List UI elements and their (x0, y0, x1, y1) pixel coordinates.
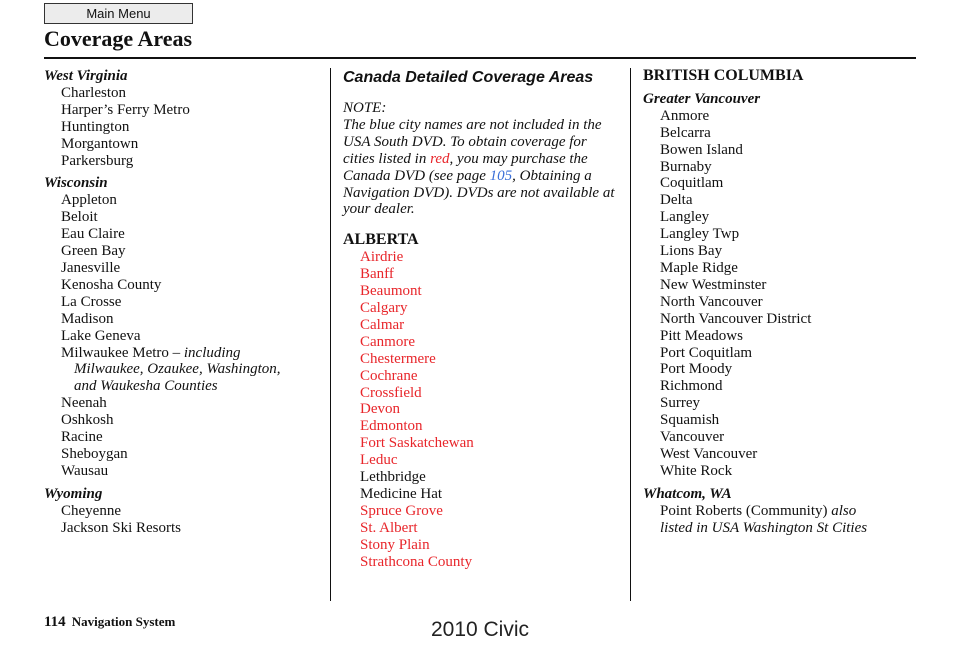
note-part: The blue city names are not included in the USA South DVD. To obtain coverage for cities listed in (343, 116, 602, 167)
point-roberts-note-line: listed in USA Washington St Cities (660, 519, 868, 536)
footer-section: Navigation System (71, 614, 176, 629)
city-item: Maple Ridge (660, 259, 738, 276)
alberta-city-list (343, 249, 621, 570)
city-item: Strathcona County (360, 553, 473, 570)
city-item: Cochrane (360, 367, 418, 384)
city-item: Janesville (61, 259, 121, 276)
city-item: Calgary (360, 299, 408, 316)
city-item: North Vancouver (660, 293, 763, 310)
city-item: Charleston (61, 84, 126, 101)
milwaukee-counties-line: Milwaukee, Ozaukee, Washington, (74, 361, 281, 378)
city-item: Langley (660, 209, 710, 226)
city-item: Airdrie (360, 249, 404, 266)
milwaukee-name: Milwaukee Metro – (61, 344, 184, 361)
city-item: Leduc (360, 452, 398, 469)
city-item: Kenosha County (61, 276, 162, 293)
city-item: Bowen Island (660, 141, 743, 158)
city-item: Wausau (61, 462, 109, 479)
city-item: Lions Bay (660, 243, 723, 260)
city-item: St. Albert (360, 519, 418, 536)
city-item: Belcarra (660, 124, 711, 141)
note-part: , you may purchase the Canada DVD (see page (343, 150, 588, 184)
city-item: Medicine Hat (360, 485, 443, 502)
city-item: Calmar (360, 316, 405, 333)
city-item: Anmore (660, 107, 710, 124)
city-item: Beaumont (360, 283, 422, 300)
city-item: Spruce Grove (360, 502, 443, 519)
city-item: Harper’s Ferry Metro (61, 101, 190, 118)
city-item: Lake Geneva (61, 327, 141, 344)
city-item: Oshkosh (61, 412, 114, 429)
city-item: Lethbridge (360, 469, 426, 486)
city-item: Neenah (61, 395, 107, 412)
city-item: Green Bay (61, 243, 126, 260)
city-item: Stony Plain (360, 536, 430, 553)
note-title: NOTE: (343, 100, 387, 116)
milwaukee-including: including (183, 344, 241, 361)
note-red-word: red (430, 150, 450, 167)
city-item: Edmonton (360, 418, 423, 435)
point-roberts-name: Point Roberts (Community) (660, 502, 832, 519)
city-item: Appleton (61, 192, 117, 209)
province-heading: ALBERTA (343, 231, 419, 249)
city-item: Morgantown (61, 135, 139, 152)
city-item: Coquitlam (660, 175, 724, 192)
region-heading: Whatcom, WA (643, 485, 732, 502)
city-item: Fort Saskatchewan (360, 435, 474, 452)
page-number: 114 (44, 614, 66, 630)
city-item: Langley Twp (660, 226, 740, 243)
city-item: Devon (360, 401, 400, 418)
column-divider-1 (330, 68, 331, 601)
city-item: Banff (360, 266, 394, 283)
city-item: Pitt Meadows (660, 327, 743, 344)
city-item: La Crosse (61, 293, 122, 310)
city-item-milwaukee (61, 345, 324, 362)
city-item: Delta (660, 192, 693, 209)
section-heading: Canada Detailed Coverage Areas (343, 69, 594, 86)
city-item: Racine (61, 429, 103, 446)
state-heading: Wisconsin (44, 175, 108, 192)
city-item-point-roberts (660, 503, 923, 520)
city-item: New Westminster (660, 276, 767, 293)
city-item: Eau Claire (61, 226, 125, 243)
city-item: Sheboygan (61, 445, 128, 462)
milwaukee-counties-line: and Waukesha Counties (74, 378, 218, 395)
city-item: Surrey (660, 395, 700, 412)
city-item: Huntington (61, 118, 130, 135)
province-heading: BRITISH COLUMBIA (643, 67, 804, 84)
city-item: White Rock (660, 462, 733, 479)
region-heading: Greater Vancouver (643, 90, 761, 107)
point-roberts-note: also (831, 502, 857, 519)
city-item: Jackson Ski Resorts (61, 519, 181, 536)
note-text (343, 117, 621, 218)
greater-vancouver-city-list (643, 108, 923, 480)
city-item: West Vancouver (660, 445, 758, 462)
city-item: Madison (61, 310, 114, 327)
city-item: Squamish (660, 412, 720, 429)
city-item: Port Coquitlam (660, 344, 753, 361)
main-menu-button[interactable]: Main Menu (44, 3, 193, 24)
city-item: Canmore (360, 333, 415, 350)
column-divider-2 (630, 68, 631, 601)
state-heading: Wyoming (44, 485, 103, 502)
column-canada (343, 68, 621, 570)
state-heading: West Virginia (44, 68, 128, 84)
city-item: Crossfield (360, 384, 422, 401)
city-item: Port Moody (660, 361, 733, 378)
city-item: Vancouver (660, 429, 725, 446)
city-item: Cheyenne (61, 502, 121, 519)
city-item: Burnaby (660, 158, 712, 175)
page-105-link[interactable]: 105 (489, 167, 513, 184)
title-rule (44, 57, 916, 59)
city-item: North Vancouver District (660, 310, 812, 327)
city-item: Richmond (660, 378, 723, 395)
city-item: Beloit (61, 209, 98, 226)
column-us-states (44, 68, 324, 536)
city-item: Chestermere (360, 350, 436, 367)
note-part: , Obtaining a Navigation DVD). DVDs are not available at your dealer. (343, 167, 615, 218)
city-item: Parkersburg (61, 152, 134, 169)
column-british-columbia (643, 68, 923, 536)
page-title: Coverage Areas (44, 26, 193, 51)
watermark: 2010 Civic (430, 618, 530, 641)
